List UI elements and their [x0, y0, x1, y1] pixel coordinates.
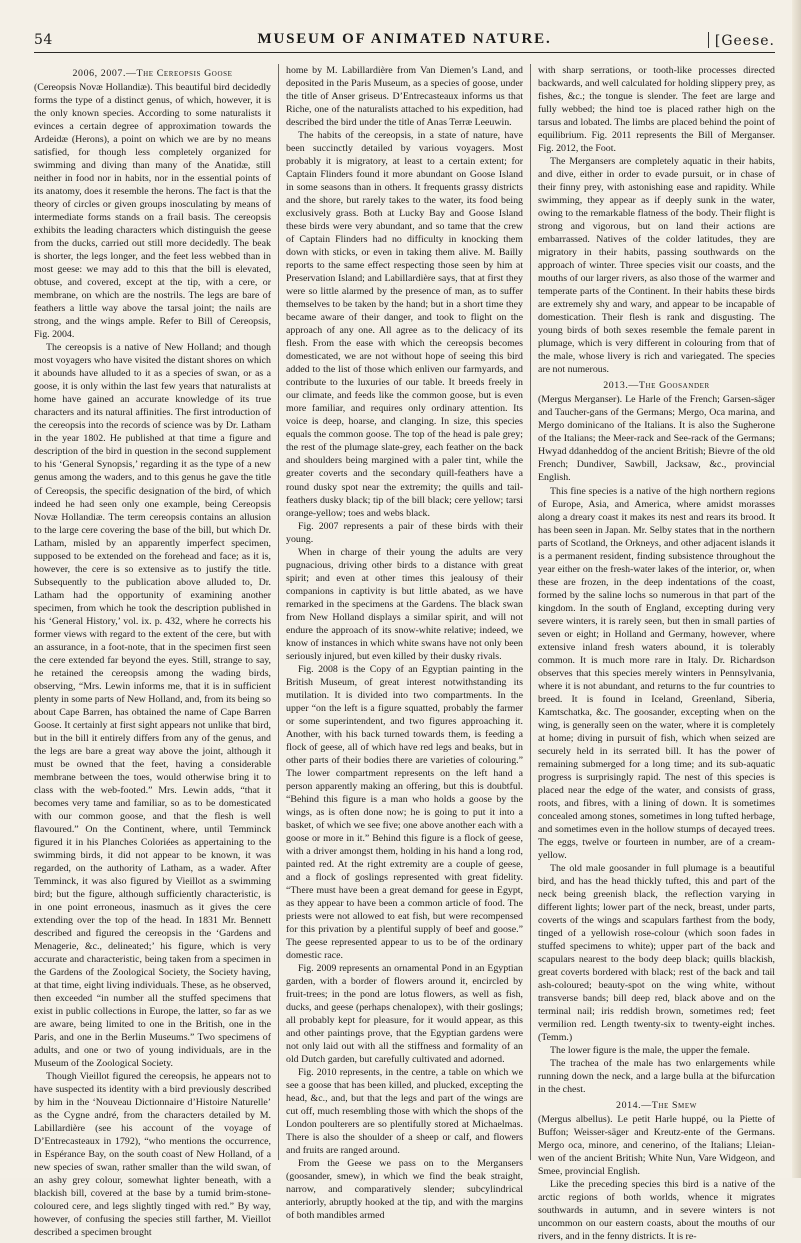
paragraph: Fig. 2010 represents, in the centre, a table on which we see a goose that has been killed, and plucked, excepting the head, &c., and, but that the legs and part of the wings are cut off, much resembling those with which the shops of the London poulterers are so plentifully stored at Michaelmas. There is also the shoulder of a sheep or calf, and flowers and fruits are ranged around. — [286, 1067, 523, 1157]
column-1 — [34, 64, 271, 1239]
paragraph: The old male goosander in full plumage is a beautiful bird, and has the head thickly tufted, this and part of the neck being greenish black, the reflection varying in different lights; lower part of the neck, breast, under parts, coverts of the wings and scapulars farthest from the body, tinged of a yellowish rose-colour (which soon fades in stuffed specimens to white); upper part of the back and scapulars nearest to the body deep black; quills blackish, great coverts bordered with black; rest of the back and tail ash-coloured; beauty-spot on the wing white, without transverse bands; bill deep red, black above and on the terminal nail; iris reddish brown, sometimes red; feet vermilion red. Length twenty-six to twenty-eight inches. (Temm.) — [538, 862, 775, 1044]
paragraph: Like the preceding species this bird is a native of the arctic regions of both worlds, whence it migrates southwards in autumn, and in severe winters is not uncommon on our eastern coasts, about the mouths of our rivers, and in the fenny districts. It is re- — [538, 1179, 775, 1243]
text-columns — [34, 64, 775, 1243]
section-heading: 2014.—The Smew — [616, 1100, 697, 1112]
paragraph: From the Geese we pass on to the Mergansers (goosander, smew), in which we find the beak straight, narrow, and comparatively slender; subcylindrical anteriorly, abruptly hooked at the tip, and with the margins of both mandibles armed — [286, 1158, 523, 1222]
column-rule — [530, 64, 531, 1160]
paragraph: The cereopsis is a native of New Holland; and though most voyagers who have visited the distant shores on which it abounds have alluded to it as a species of swan, or as a goose, it is only within the last few years that naturalists at home have gained an accurate knowledge of its true characters and its natural affinities. The first introduction of the cereopsis into the records of science was by Dr. Latham in the year 1802. He published at that time a figure and description of the bird in question in the second supplement to his ‘General Synopsis,’ regarding it as the type of a new genus among the waders, and to this genus he gave the title of Cereopsis, the specific designation of the bird, of which indeed he had seen only one example, being Cereopsis Novæ Hollandiæ. The term cereopsis contains an allusion to the large cere covering the base of the bill, but which Dr. Latham, misled by an apparently imperfect specimen, supposed to be extended on the forehead and face; as it is, however, the cere is so extensive as to justify the title. Subsequently to the publication above alluded to, Dr. Latham had the opportunity of examining another specimen, from which he took the description published in his ‘General History,’ vol. ix. p. 432, where he corrects his former views with regard to the extent of the cere, but with an assurance, in a foot-note, that in the specimen first seen the cere extended far beyond the eyes. Still, strange to say, he retained the cereopsis among the wading birds, observing, “Mrs. Lewin informs me, that it is in sufficient plenty in some parts of New Holland, and, from its being so about Cape Barren, has obtained the name of Cape Barren Goose. It certainly at first sight appears not unlike that bird, but in the bill it entirely differs from any of the genus, and the legs are bare a great way above the joint, although it must be owned that the feet, having a considerable membrane between the toes, would otherwise bring it to class with the web-footed.” Mrs. Lewin adds, “that it becomes very tame and familiar, so as to be domesticated with our common goose, and that the flesh is well flavoured.” On the Continent, where, until Temminck figured it in his Planches Coloriées as appertaining to the swimming birds, it did not appear to be known, it was regarded, on the authority of Latham, as a wader. After Temminck, it was also figured by Vieillot as a swimming bird; but the figure, although sufficiently characteristic, is in one point erroneous, inasmuch as it gives the cere extending over the top of the head. In 1831 Mr. Bennett described and figured the cereopsis in the ‘Gardens and Menagerie, &c., delineated;’ his figure, which is very accurate and characteristic, being taken from a specimen in the Gardens of the Zoological Society, the Society having, at that time, eight living individuals. These, as he observed, then exceeded “in number all the stuffed specimens that exist in public collections in Europe, the latter, so far as we are aware, being limited to one in the British, one in the Paris, and one in the Berlin Museums.” Two specimens of adults, and one or two of young individuals, are in the Museum of the Zoological Society. — [34, 342, 271, 1070]
section-heading: 2006, 2007.—The Cereopsis Goose — [72, 68, 233, 79]
paragraph: The trachea of the male has two enlargements while running down the neck, and a large bulla at the bifurcation in the chest. — [538, 1058, 775, 1096]
paragraph: Fig. 2008 is the Copy of an Egyptian painting in the British Museum, of great interest notwithstanding its mutilation. It is divided into two compartments. In the upper “on the left is a figure squatted, probably the farmer or some superintendent, and two figures approaching it. Another, with his back turned towards them, is feeding a flock of geese, all of which have red legs and beaks, but in other parts of their bodies there are varieties of colouring.” The lower compartment represents on the left hand a person apparently making an offering, but this is doubtful. “Behind this figure is a man who holds a goose by the wings, as is often done now; he is going to put it into a basket, of which we see five; one above another each with a goose or more in it.” Behind this figure is a flock of geese, with a driver amongst them, holding in his hand a long rod, painted red. At the right extremity are a couple of geese, and a flock of goslings represented with great fidelity. “There must have been a great demand for geese in Egypt, as they appear to have been a common article of food. The priests were not allowed to eat fish, but were recompensed for this privation by a plentiful supply of beef and goose.” The geese represented appear to us to be of the ordinary domestic race. — [286, 663, 523, 962]
paragraph: The habits of the cereopsis, in a state of nature, have been succinctly detailed by various voyagers. Most probably it is migratory, at least to a certain extent; for Captain Flinders found it more abundant on Goose Island in some seasons than in others. It frequents grassy districts and the shore, but rarely takes to the water, its food being exclusively grass. Both at Lucky Bay and Goose Island these birds were very abundant, and so tame that the crew of Captain Flinders had no difficulty in knocking them down with sticks, or even in taking them alive. M. Bailly reports to the same effect respecting those seen by him at Preservation Island; and Labillardière says, that at first they were so little alarmed by the presence of man, as to suffer themselves to be taken by the hand; but in a short time they became aware of their danger, and took to flight on the approach of any one. All agree as to the delicacy of its flesh. From the ease with which the cereopsis becomes domesticated, we are not without hope of seeing this bird added to the list of those which enliven our farmyards, and contribute to the luxuries of our table. It breeds freely in our climate, and feeds like the common goose, but is even more familiar, and requires only ordinary attention. Its voice is deep, hoarse, and clanging. In size, this species equals the common goose. The top of the head is pale grey; the rest of the plumage slate-grey, each feather on the back and shoulders being margined with a paler tint, while the greater coverts and the secondary quill-feathers have a round dusky spot near the extremity; the quills and tail-feathers dusky black; tip of the bill black; cere yellow; tarsi orange-yellow; toes and webs black. — [286, 130, 523, 519]
paragraph: with sharp serrations, or tooth-like processes directed backwards, and well calculated for holding slippery prey, as fishes, &c.; the tongue is slender. The feet are large and fully webbed; the hind toe is placed rather high on the tarsus and lobated. The limbs are placed behind the point of equilibrium. Fig. 2011 represents the Bill of Merganser. Fig. 2012, the Foot. — [538, 65, 775, 155]
paragraph: The Mergansers are completely aquatic in their habits, and dive, either in order to evade pursuit, or in chase of their finny prey, with astonishing ease and rapidity. While swimming, they appear as if deeply sunk in the water, owing to the remarkable flatness of the body. Their flight is strong and vigorous, but on land their actions are embarrassed. Natives of the colder latitudes, they are migratory in their habits, passing southwards on the approach of winter. Three species visit our coasts, and the mouths of our larger rivers, as also those of the warmer and temperate parts of the Continent. In their habits these birds are extremely shy and wary, and appear to be incapable of domestication. Their flesh is rank and disgusting. The young birds of both sexes resemble the female parent in plumage, which is very different in colouring from that of the male, whose livery is rich and variegated. The species are not numerous. — [538, 156, 775, 376]
paragraph: Fig. 2009 represents an ornamental Pond in an Egyptian garden, with a border of flowers around it, encircled by fruit-trees; in the pond are lotus flowers, as well as fish, ducks, and geese (perhaps chenalopex), with their goslings; all probably kept for pleasure, for it would appear, as this and other paintings prove, that the Egyptian gardens were not only laid out with all the stiffness and formality of an old Dutch garden, but carefully cultivated and adorned. — [286, 963, 523, 1066]
paragraph: This fine species is a native of the high northern regions of Europe, Asia, and America, where amidst morasses along a dreary coast it makes its nest and rears its brood. It has been seen in Japan. Mr. Selby states that in the northern parts of Scotland, the Orkneys, and other adjacent islands it is a permanent resident, finding subsistence throughout the year either on the fresh-water lakes of the interior, or, when these are frozen, in the deep indentations of the coast, formed by the saline lochs so numerous in that part of the kingdom. In the south of England, excepting during very severe winters, it is rarely seen, but then in small parties of seven or eight; in Holland and Germany, however, where extensive inland fresh waters abound, it is tolerably common. It is much more rare in Italy. Dr. Richardson observes that this species merely winters in Pennsylvania, where it is not abundant, and returns to the fur countries to breed. It is found in Iceland, Greenland, Siberia, Kamtschatka, &c. The goosander, excepting when on the wing, is generally seen on the water, where it is completely at home; diving in pursuit of fish, which when seized are securely held in its serrated bill. It has the power of remaining submerged for a long time; and its sub-aquatic progress is surprisingly rapid. The nest of this species is placed near the edge of the water, and consists of grass, roots, and fibres, with a lining of down. It is sometimes concealed among stones, sometimes in long tufted herbage, and sometimes even in the hollow stumps of decayed trees. The eggs, twelve or fourteen in number, are of a cream-yellow. — [538, 485, 775, 861]
paragraph: (Cereopsis Novæ Hollandiæ). This beautiful bird decidedly forms the type of a distinct genus, of which, however, it is the only known species. According to some naturalists it evinces a certain degree of approximation towards the Ardeidæ (Herons), a point on which we are by no means satisfied, for though less completely organized for swimming and diving than many of the Anatidæ, still neither in food nor in habits, nor in the essential points of its anatomy, does it resemble the herons. The fact is that the theory of circles or given groups inosculating by means of intermediate forms stands on a frail basis. The cereopsis exhibits the leading characters which distinguish the geese from the ducks, carried out still more decidedly. The beak is shorter, the legs longer, and the feet less webbed than in most geese: we may add to this that the bill is elevated, obtuse, and covered, except at the tip, with a cere, or membrane, on which are the nostrils. The legs are bare of feathers a little way above the tarsal joint; the nails are strong, and the wings ample. Refer to Bill of Cereopsis, Fig. 2004. — [34, 82, 271, 341]
paragraph: (Mergus Merganser). Le Harle of the French; Garsen-säger and Taucher-gans of the Germans; Mergo, Oca marina, and Mergo dominicano of the Italians. It is also the Sugherone of the Italians; the Meer-rack and See-rack of the Germans; Hwyad ddanheddog of the ancient British; Bievre of the old French; Dundiver, Sawbill, Jacksaw, &c., provincial English. — [538, 394, 775, 484]
paragraph: Fig. 2007 represents a pair of these birds with their young. — [286, 520, 523, 545]
paragraph: (Mergus albellus). Le petit Harle huppé, ou la Piette of Buffon; Weisser-säger and Kreutz-ente of the Germans. Mergo oca, minore, and cenerino, of the Italians; Lleian-wen of the ancient British; White Nun, Vare Widgeon, and Smee, provincial English. — [538, 1114, 775, 1178]
paragraph: The lower figure is the male, the upper the female. — [550, 1045, 750, 1057]
section-label-text: [Geese. — [714, 33, 775, 49]
running-header — [34, 26, 775, 53]
column-2 — [286, 64, 523, 1222]
page-number: 54 — [34, 32, 53, 48]
section-label — [708, 32, 775, 49]
column-3 — [538, 64, 775, 1243]
paragraph: home by M. Labillardière from Van Diemen’s Land, and deposited in the Paris Museum, as a species of goose, under the title of Anser griseus. D’Entrecasteaux informs us that Riche, one of the naturalists attached to his expedition, had described the bird under the title of Anas Terræ Leeuwin. — [286, 65, 523, 129]
running-title: MUSEUM OF ANIMATED NATURE. — [257, 31, 552, 47]
page-edge-shadow — [792, 0, 801, 1178]
section-heading: 2013.—The Goosander — [603, 380, 710, 392]
paragraph: Though Vieillot figured the cereopsis, he appears not to have suspected its identity with a bird previously described by him in the ‘Nouveau Dictionnaire d’Histoire Naturelle’ as the Cygne andré, from the characters detailed by M. Labillardière (see his account of the voyage of D’Entrecasteaux in 1792), “who mentions the occurrence, in Espérance Bay, on the south coast of New Holland, of a new species of swan, rather smaller than the wild swan, of an ashy grey colour, somewhat lighter beneath, with a blackish bill, covered at the base by a tumid brim-stone-coloured cere, and legs slightly tinged with red.” By way, however, of confusing the species still farther, M. Vieillot described a specimen brought — [34, 1071, 271, 1239]
paragraph: When in charge of their young the adults are very pugnacious, driving other birds to a distance with great spirit; and even at other times this jealousy of their companions in captivity is but little abated, as we have remarked in the specimens at the Gardens. The black swan from New Holland displays a similar spirit, and will not endure the approach of its snow-white relative; indeed, we know of instances in which white swans have not only been seriously injured, but even killed by their dusky rivals. — [286, 546, 523, 662]
column-rule — [278, 64, 279, 1160]
